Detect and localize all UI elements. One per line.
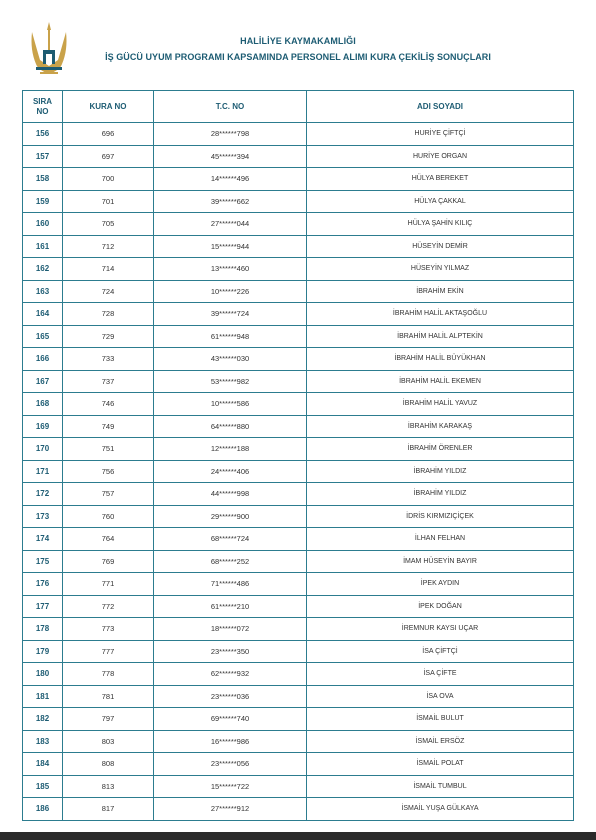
- table-row: [23, 550, 574, 573]
- cell-kura-no: 751: [63, 438, 154, 461]
- cell-adi-soyadi: İSA ÇİFTE: [307, 663, 574, 686]
- table-row: [23, 528, 574, 551]
- table-row: [23, 753, 574, 776]
- cell-adi-soyadi: İREMNUR KAYSI UÇAR: [307, 618, 574, 641]
- cell-sira-no: 183: [23, 730, 63, 753]
- cell-adi-soyadi: İBRAHİM HALİL EKEMEN: [307, 370, 574, 393]
- cell-tc-no: 53******982: [154, 370, 307, 393]
- cell-adi-soyadi: HÜLYA ŞAHİN KILIÇ: [307, 213, 574, 236]
- cell-adi-soyadi: İSMAİL YUŞA GÜLKAYA: [307, 798, 574, 821]
- table-row: [23, 348, 574, 371]
- cell-kura-no: 697: [63, 145, 154, 168]
- cell-sira-no: 171: [23, 460, 63, 483]
- cell-sira-no: 164: [23, 303, 63, 326]
- cell-sira-no: 173: [23, 505, 63, 528]
- cell-tc-no: 64******880: [154, 415, 307, 438]
- cell-kura-no: 733: [63, 348, 154, 371]
- cell-kura-no: 769: [63, 550, 154, 573]
- cell-tc-no: 61******948: [154, 325, 307, 348]
- cell-kura-no: 756: [63, 460, 154, 483]
- cell-sira-no: 168: [23, 393, 63, 416]
- table-row: [23, 730, 574, 753]
- cell-sira-no: 159: [23, 190, 63, 213]
- cell-kura-no: 712: [63, 235, 154, 258]
- table-row: [23, 325, 574, 348]
- cell-tc-no: 24******406: [154, 460, 307, 483]
- cell-sira-no: 169: [23, 415, 63, 438]
- cell-adi-soyadi: İSMAİL POLAT: [307, 753, 574, 776]
- cell-adi-soyadi: İBRAHİM YILDIZ: [307, 460, 574, 483]
- cell-adi-soyadi: İBRAHİM HALİL AKTAŞOĞLU: [307, 303, 574, 326]
- cell-sira-no: 181: [23, 685, 63, 708]
- cell-tc-no: 39******724: [154, 303, 307, 326]
- cell-kura-no: 746: [63, 393, 154, 416]
- table-row: [23, 483, 574, 506]
- cell-adi-soyadi: İDRİS KIRMIZIÇİÇEK: [307, 505, 574, 528]
- table-row: [23, 708, 574, 731]
- cell-adi-soyadi: İBRAHİM HALİL BÜYÜKHAN: [307, 348, 574, 371]
- cell-adi-soyadi: HÜSEYİN DEMİR: [307, 235, 574, 258]
- cell-kura-no: 781: [63, 685, 154, 708]
- cell-adi-soyadi: İPEK AYDIN: [307, 573, 574, 596]
- cell-tc-no: 15******722: [154, 775, 307, 798]
- cell-adi-soyadi: İBRAHİM YILDIZ: [307, 483, 574, 506]
- table-row: [23, 775, 574, 798]
- table-row: [23, 663, 574, 686]
- cell-adi-soyadi: İSMAİL ERSÖZ: [307, 730, 574, 753]
- cell-adi-soyadi: HURİYE ÇİFTÇİ: [307, 123, 574, 146]
- table-row: [23, 505, 574, 528]
- cell-adi-soyadi: HÜLYA BEREKET: [307, 168, 574, 191]
- cell-tc-no: 23******036: [154, 685, 307, 708]
- cell-kura-no: 737: [63, 370, 154, 393]
- cell-tc-no: 29******900: [154, 505, 307, 528]
- column-header-kura-no: KURA NO: [63, 91, 154, 123]
- table-row: [23, 798, 574, 821]
- results-table: [22, 90, 574, 821]
- cell-kura-no: 701: [63, 190, 154, 213]
- table-row: [23, 618, 574, 641]
- cell-tc-no: 45******394: [154, 145, 307, 168]
- table-row: [23, 123, 574, 146]
- cell-adi-soyadi: İSA OVA: [307, 685, 574, 708]
- cell-sira-no: 165: [23, 325, 63, 348]
- cell-tc-no: 14******496: [154, 168, 307, 191]
- table-row: [23, 145, 574, 168]
- cell-adi-soyadi: HÜSEYİN YILMAZ: [307, 258, 574, 281]
- column-header-label: SIRA NO: [32, 96, 53, 116]
- cell-kura-no: 724: [63, 280, 154, 303]
- table-row: [23, 235, 574, 258]
- cell-sira-no: 158: [23, 168, 63, 191]
- cell-sira-no: 167: [23, 370, 63, 393]
- page-title: HALİLİYE KAYMAKAMLIĞI: [240, 36, 356, 46]
- cell-sira-no: 157: [23, 145, 63, 168]
- cell-adi-soyadi: İBRAHİM HALİL ALPTEKİN: [307, 325, 574, 348]
- cell-sira-no: 160: [23, 213, 63, 236]
- cell-kura-no: 803: [63, 730, 154, 753]
- cell-kura-no: 700: [63, 168, 154, 191]
- cell-adi-soyadi: İBRAHİM KARAKAŞ: [307, 415, 574, 438]
- table-row: [23, 460, 574, 483]
- column-header-adi-soyadi: ADI SOYADI: [307, 91, 574, 123]
- cell-adi-soyadi: İMAM HÜSEYİN BAYIR: [307, 550, 574, 573]
- cell-tc-no: 39******662: [154, 190, 307, 213]
- table-row: [23, 303, 574, 326]
- cell-kura-no: 773: [63, 618, 154, 641]
- cell-kura-no: 757: [63, 483, 154, 506]
- cell-tc-no: 15******944: [154, 235, 307, 258]
- table-row: [23, 280, 574, 303]
- cell-kura-no: 696: [63, 123, 154, 146]
- cell-tc-no: 28******798: [154, 123, 307, 146]
- cell-kura-no: 813: [63, 775, 154, 798]
- cell-kura-no: 714: [63, 258, 154, 281]
- cell-sira-no: 163: [23, 280, 63, 303]
- table-row: [23, 595, 574, 618]
- cell-tc-no: 71******486: [154, 573, 307, 596]
- table-row: [23, 573, 574, 596]
- cell-tc-no: 69******740: [154, 708, 307, 731]
- cell-kura-no: 777: [63, 640, 154, 663]
- cell-adi-soyadi: İPEK DOĞAN: [307, 595, 574, 618]
- table-row: [23, 190, 574, 213]
- cell-sira-no: 170: [23, 438, 63, 461]
- table-row: [23, 168, 574, 191]
- cell-tc-no: 18******072: [154, 618, 307, 641]
- cell-kura-no: 808: [63, 753, 154, 776]
- table-row: [23, 258, 574, 281]
- cell-sira-no: 177: [23, 595, 63, 618]
- cell-tc-no: 27******044: [154, 213, 307, 236]
- cell-sira-no: 176: [23, 573, 63, 596]
- cell-sira-no: 186: [23, 798, 63, 821]
- cell-kura-no: 764: [63, 528, 154, 551]
- table-row: [23, 640, 574, 663]
- cell-sira-no: 166: [23, 348, 63, 371]
- cell-tc-no: 10******226: [154, 280, 307, 303]
- bottom-bar: [0, 832, 596, 840]
- cell-sira-no: 180: [23, 663, 63, 686]
- table-row: [23, 438, 574, 461]
- cell-sira-no: 185: [23, 775, 63, 798]
- cell-adi-soyadi: İBRAHİM ÖRENLER: [307, 438, 574, 461]
- table-row: [23, 213, 574, 236]
- cell-kura-no: 728: [63, 303, 154, 326]
- column-header-sira-no: [23, 91, 63, 123]
- document-header: [0, 0, 596, 88]
- cell-adi-soyadi: İBRAHİM HALİL YAVUZ: [307, 393, 574, 416]
- cell-sira-no: 182: [23, 708, 63, 731]
- cell-tc-no: 23******056: [154, 753, 307, 776]
- cell-adi-soyadi: HURİYE ORGAN: [307, 145, 574, 168]
- cell-adi-soyadi: İBRAHİM EKİN: [307, 280, 574, 303]
- cell-tc-no: 13******460: [154, 258, 307, 281]
- cell-adi-soyadi: İSMAİL BULUT: [307, 708, 574, 731]
- cell-kura-no: 817: [63, 798, 154, 821]
- table-row: [23, 370, 574, 393]
- cell-sira-no: 174: [23, 528, 63, 551]
- cell-kura-no: 778: [63, 663, 154, 686]
- cell-adi-soyadi: HÜLYA ÇAKKAL: [307, 190, 574, 213]
- cell-sira-no: 162: [23, 258, 63, 281]
- table-body: [23, 123, 574, 821]
- cell-tc-no: 10******586: [154, 393, 307, 416]
- table-row: [23, 393, 574, 416]
- cell-kura-no: 797: [63, 708, 154, 731]
- cell-sira-no: 172: [23, 483, 63, 506]
- page-subtitle: İŞ GÜCÜ UYUM PROGRAMI KAPSAMINDA PERSONEL ALIMI KURA ÇEKİLİŞ SONUÇLARI: [105, 52, 491, 62]
- cell-tc-no: 61******210: [154, 595, 307, 618]
- cell-adi-soyadi: İSMAİL TUMBUL: [307, 775, 574, 798]
- cell-kura-no: 749: [63, 415, 154, 438]
- cell-tc-no: 27******912: [154, 798, 307, 821]
- cell-sira-no: 161: [23, 235, 63, 258]
- cell-tc-no: 12******188: [154, 438, 307, 461]
- cell-tc-no: 44******998: [154, 483, 307, 506]
- table-row: [23, 415, 574, 438]
- cell-sira-no: 175: [23, 550, 63, 573]
- cell-sira-no: 179: [23, 640, 63, 663]
- cell-tc-no: 43******030: [154, 348, 307, 371]
- table-row: [23, 685, 574, 708]
- cell-kura-no: 729: [63, 325, 154, 348]
- cell-kura-no: 772: [63, 595, 154, 618]
- haliliye-logo-icon: [28, 20, 70, 78]
- cell-kura-no: 705: [63, 213, 154, 236]
- cell-tc-no: 62******932: [154, 663, 307, 686]
- cell-tc-no: 23******350: [154, 640, 307, 663]
- cell-tc-no: 68******724: [154, 528, 307, 551]
- column-header-tc-no: T.C. NO: [154, 91, 307, 123]
- cell-tc-no: 16******986: [154, 730, 307, 753]
- cell-adi-soyadi: İSA ÇİFTÇİ: [307, 640, 574, 663]
- cell-sira-no: 156: [23, 123, 63, 146]
- cell-kura-no: 771: [63, 573, 154, 596]
- cell-kura-no: 760: [63, 505, 154, 528]
- table-header-row: [23, 91, 574, 123]
- cell-adi-soyadi: İLHAN FELHAN: [307, 528, 574, 551]
- cell-sira-no: 184: [23, 753, 63, 776]
- cell-tc-no: 68******252: [154, 550, 307, 573]
- cell-sira-no: 178: [23, 618, 63, 641]
